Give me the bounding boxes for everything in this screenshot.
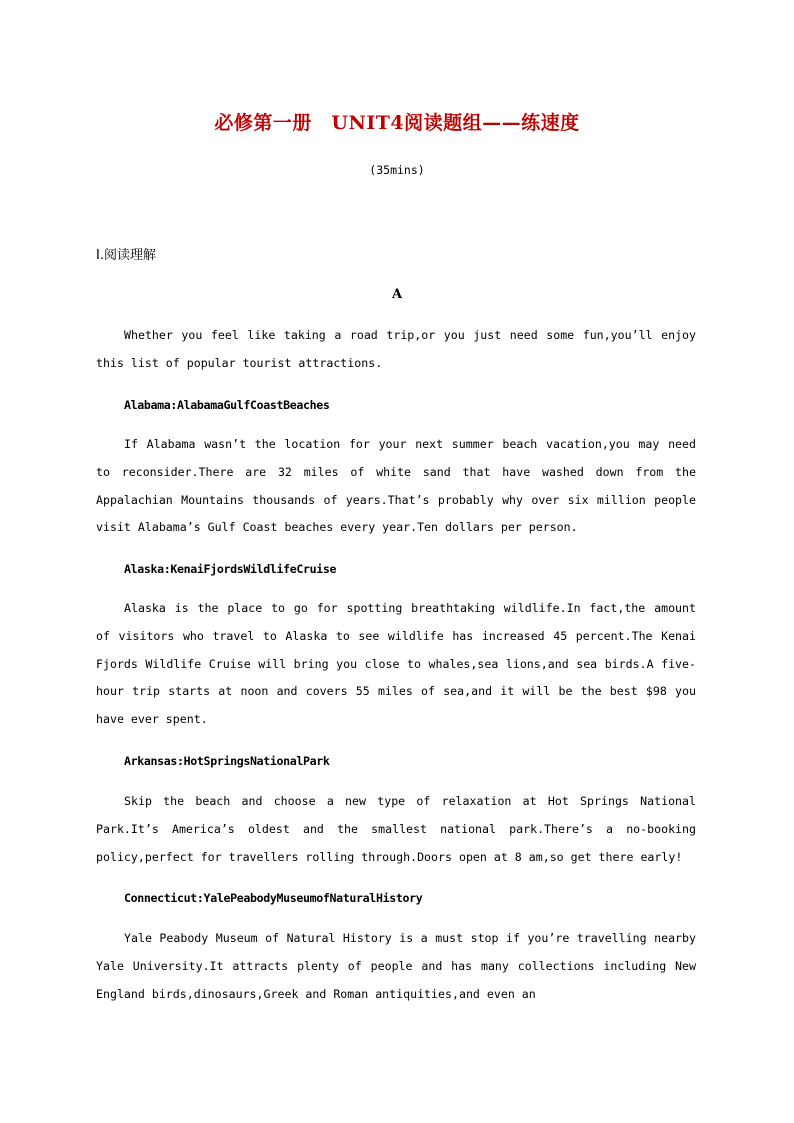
- attraction-heading-block: [96, 556, 696, 584]
- passage-label: A: [391, 287, 403, 302]
- attraction-heading-block: [96, 748, 696, 776]
- attraction-heading-connecticut: Connecticut:YalePeabodyMuseumofNaturalHistory: [124, 891, 423, 905]
- section-heading: Ⅰ.阅读理解: [96, 248, 156, 263]
- attraction-heading-arkansas: Arkansas:HotSpringsNationalPark: [124, 754, 330, 768]
- attraction-heading-alaska: Alaska:KenaiFjordsWildlifeCruise: [124, 562, 337, 576]
- attraction-text-block: [96, 595, 696, 734]
- attraction-heading-alabama: Alabama:AlabamaGulfCoastBeaches: [124, 398, 330, 412]
- attraction-heading-block: [96, 392, 696, 420]
- attraction-text-alabama: If Alabama wasn’t the location for your next summer beach vacation,you may need to reconsider.There are 32 miles of white sand that have washed down from the Appalachian Mountains thousands of years.That’s probably why over six million people visit Alabama’s Gulf Coast beaches every year.Ten dollars per person.: [96, 437, 696, 535]
- attraction-text-connecticut: Yale Peabody Museum of Natural History is a must stop if you’re travelling nearby Yale University.It attracts plenty of people and has many collections including New England birds,dinosaurs,Greek and Roman antiquities,and even an: [96, 931, 696, 1001]
- attraction-text-arkansas: Skip the beach and choose a new type of relaxation at Hot Springs National Park.It’s America’s oldest and the smallest national park.There’s a no-booking policy,perfect for travellers rolling through.Doors open at 8 am,so get there early!: [96, 794, 696, 864]
- attraction-heading-block: [96, 885, 696, 913]
- page-title: 必修第一册 UNIT4阅读题组——练速度: [214, 112, 580, 134]
- intro-paragraph: Whether you feel like taking a road trip,or you just need some fun,you’ll enjoy this list of popular tourist attractions.: [96, 328, 696, 370]
- attraction-text-block: [96, 431, 696, 542]
- time-limit: (35mins): [369, 163, 425, 177]
- attraction-text-block: [96, 925, 696, 1008]
- attraction-text-alaska: Alaska is the place to go for spotting breathtaking wildlife.In fact,the amount of visitors who travel to Alaska to see wildlife has increased 45 percent.The Kenai Fjords Wildlife Cruise will bring you close to whales,sea lions,and sea birds.A five-hour trip starts at noon and covers 55 miles of sea,and it will be the best $98 you have ever spent.: [96, 601, 696, 727]
- intro-paragraph-block: [96, 322, 696, 378]
- attraction-text-block: [96, 788, 696, 871]
